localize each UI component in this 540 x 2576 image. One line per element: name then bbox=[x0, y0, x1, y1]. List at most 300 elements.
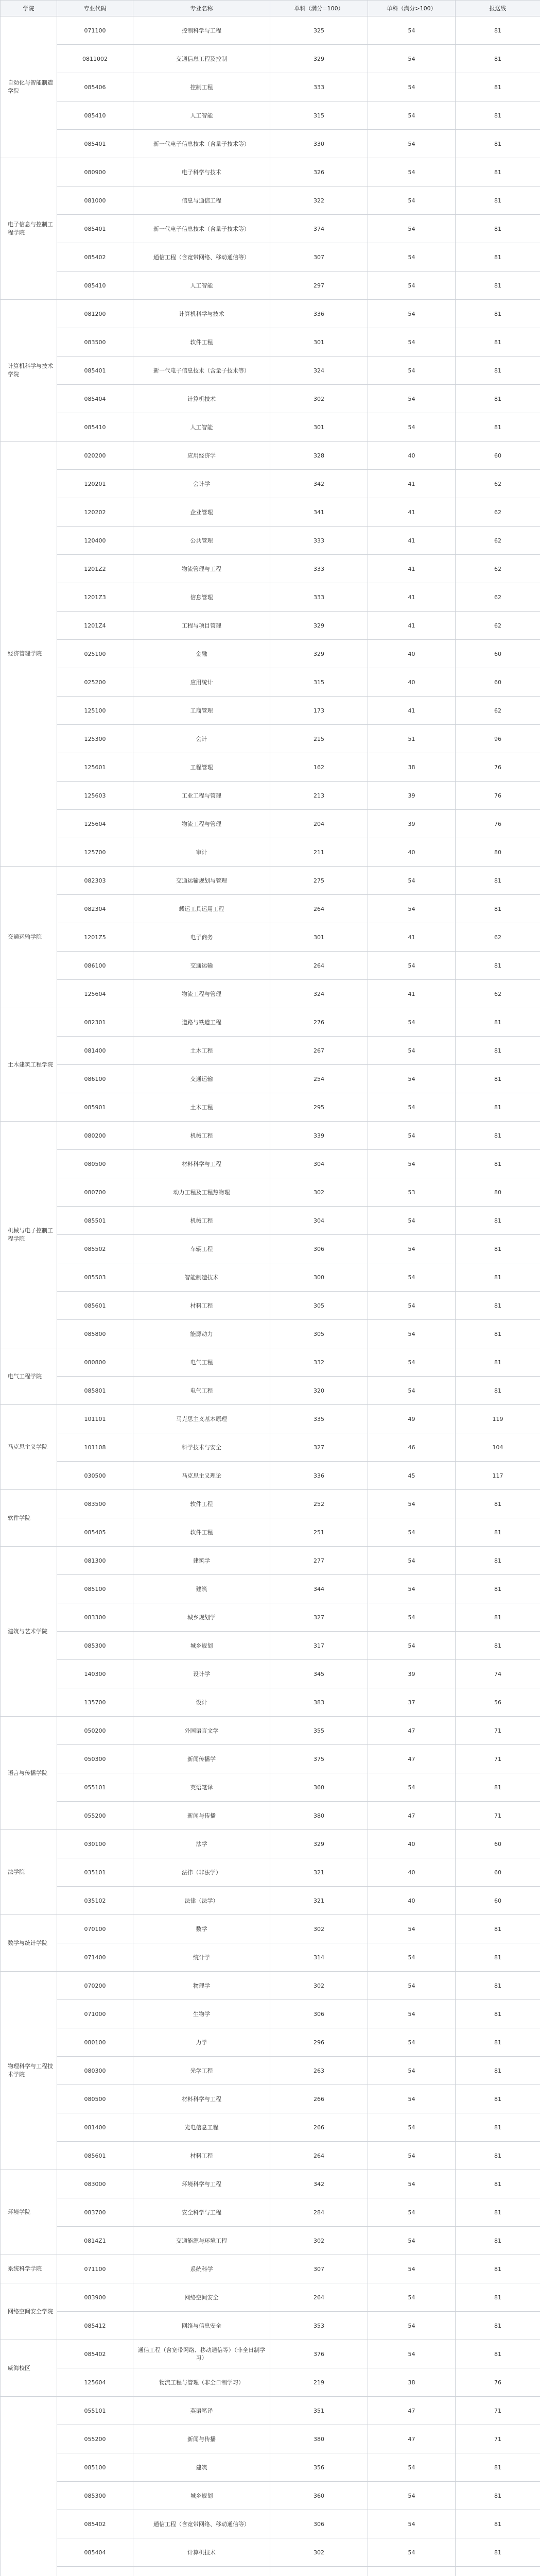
major-code: 085410 bbox=[57, 101, 133, 130]
table-row bbox=[1, 2198, 540, 2227]
major-code: 080700 bbox=[57, 1178, 133, 1207]
major-code: 055101 bbox=[57, 2397, 133, 2425]
single-score-100: 54 bbox=[368, 1263, 456, 1292]
table-row bbox=[1, 1405, 540, 1433]
total-score: 277 bbox=[270, 1547, 368, 1575]
single-score-100: 41 bbox=[368, 612, 456, 640]
table-header bbox=[1, 1, 540, 16]
total-score: 344 bbox=[270, 1575, 368, 1603]
single-score-over-100: 62 bbox=[456, 527, 540, 555]
total-score: 215 bbox=[270, 725, 368, 753]
school-name: 经济管理学院 bbox=[1, 442, 57, 867]
major-code: 086100 bbox=[57, 1065, 133, 1093]
single-score-100: 39 bbox=[368, 810, 456, 838]
single-score-over-100: 81 bbox=[456, 1292, 540, 1320]
school-name: 建筑与艺术学院 bbox=[1, 1547, 57, 1717]
total-score: 322 bbox=[270, 187, 368, 215]
table-row bbox=[1, 1320, 540, 1348]
single-score-100: 54 bbox=[368, 1008, 456, 1037]
table-row bbox=[1, 413, 540, 442]
table-row bbox=[1, 838, 540, 867]
major-name: 控制科学与工程 bbox=[133, 16, 270, 45]
major-code: 1201Z5 bbox=[57, 923, 133, 952]
major-name: 人工智能 bbox=[133, 272, 270, 300]
total-score: 321 bbox=[270, 1887, 368, 1915]
table-row bbox=[1, 1943, 540, 1972]
single-score-100: 47 bbox=[368, 2397, 456, 2425]
table-row bbox=[1, 2510, 540, 2538]
single-score-100: 54 bbox=[368, 2227, 456, 2255]
total-score: 315 bbox=[270, 668, 368, 697]
single-score-100: 53 bbox=[368, 1178, 456, 1207]
total-score: 336 bbox=[270, 1462, 368, 1490]
major-name: 建筑 bbox=[133, 1575, 270, 1603]
total-score: 333 bbox=[270, 555, 368, 583]
total-score: 333 bbox=[270, 583, 368, 612]
single-score-over-100: 81 bbox=[456, 2000, 540, 2028]
table-row bbox=[1, 2113, 540, 2142]
table-row bbox=[1, 2170, 540, 2198]
school-name: 机械与电子控制工程学院 bbox=[1, 1122, 57, 1348]
single-score-100: 54 bbox=[368, 2057, 456, 2085]
table-row bbox=[1, 1518, 540, 1547]
single-score-over-100: 62 bbox=[456, 498, 540, 527]
major-name: 工业工程与管理 bbox=[133, 782, 270, 810]
single-score-over-100: 81 bbox=[456, 2142, 540, 2170]
major-code: 035101 bbox=[57, 1858, 133, 1887]
single-score-over-100: 81 bbox=[456, 2198, 540, 2227]
total-score: 204 bbox=[270, 810, 368, 838]
single-score-100: 54 bbox=[368, 158, 456, 187]
major-code: 085402 bbox=[57, 2510, 133, 2538]
major-name: 物流工程与管理 bbox=[133, 980, 270, 1008]
total-score: 251 bbox=[270, 1518, 368, 1547]
major-name: 土木工程 bbox=[133, 1037, 270, 1065]
major-name: 城乡规划学 bbox=[133, 1603, 270, 1632]
single-score-over-100: 62 bbox=[456, 612, 540, 640]
table-row bbox=[1, 1887, 540, 1915]
table-row bbox=[1, 1008, 540, 1037]
single-score-100: 40 bbox=[368, 1887, 456, 1915]
major-code: 020200 bbox=[57, 442, 133, 470]
single-score-over-100: 71 bbox=[456, 2397, 540, 2425]
major-name: 信息管理 bbox=[133, 583, 270, 612]
single-score-100: 54 bbox=[368, 1377, 456, 1405]
total-score: 329 bbox=[270, 612, 368, 640]
single-score-over-100: 104 bbox=[456, 1433, 540, 1462]
table-row bbox=[1, 2057, 540, 2085]
single-score-100: 38 bbox=[368, 2368, 456, 2397]
major-name: 公共管理 bbox=[133, 527, 270, 555]
single-score-100: 54 bbox=[368, 1632, 456, 1660]
single-score-100: 54 bbox=[368, 272, 456, 300]
major-code: 085300 bbox=[57, 1632, 133, 1660]
major-code: 083700 bbox=[57, 2198, 133, 2227]
table-row bbox=[1, 357, 540, 385]
major-name: 会计学 bbox=[133, 470, 270, 498]
single-score-over-100: 81 bbox=[456, 45, 540, 73]
single-score-over-100: 81 bbox=[456, 2482, 540, 2510]
major-name: 设计 bbox=[133, 1688, 270, 1717]
major-name: 会计 bbox=[133, 725, 270, 753]
major-code: 085300 bbox=[57, 2482, 133, 2510]
major-code: 125700 bbox=[57, 838, 133, 867]
single-score-over-100: 81 bbox=[456, 1263, 540, 1292]
single-score-100: 54 bbox=[368, 2538, 456, 2567]
table-row bbox=[1, 980, 540, 1008]
table-row bbox=[1, 1972, 540, 2000]
single-score-100: 37 bbox=[368, 1688, 456, 1717]
single-score-over-100: 76 bbox=[456, 810, 540, 838]
total-score: 305 bbox=[270, 1292, 368, 1320]
major-name: 土木工程 bbox=[133, 1093, 270, 1122]
single-score-over-100: 71 bbox=[456, 1717, 540, 1745]
single-score-100: 54 bbox=[368, 2283, 456, 2312]
single-score-100: 54 bbox=[368, 1547, 456, 1575]
single-score-100: 54 bbox=[368, 1320, 456, 1348]
single-score-100: 54 bbox=[368, 73, 456, 101]
major-code: 085406 bbox=[57, 73, 133, 101]
single-score-over-100: 81 bbox=[456, 952, 540, 980]
total-score: 307 bbox=[270, 2255, 368, 2283]
single-score-over-100: 81 bbox=[456, 2113, 540, 2142]
school-name: 软件学院 bbox=[1, 1490, 57, 1547]
total-score: 302 bbox=[270, 2538, 368, 2567]
major-name: 交通运输 bbox=[133, 952, 270, 980]
single-score-over-100: 60 bbox=[456, 442, 540, 470]
single-score-over-100: 62 bbox=[456, 470, 540, 498]
major-name: 网络与信息安全 bbox=[133, 2312, 270, 2340]
single-score-over-100: 81 bbox=[456, 1632, 540, 1660]
single-score-100: 54 bbox=[368, 1603, 456, 1632]
single-score-over-100: 81 bbox=[456, 1773, 540, 1802]
single-score-over-100: 62 bbox=[456, 583, 540, 612]
single-score-100: 41 bbox=[368, 470, 456, 498]
total-score: 276 bbox=[270, 1008, 368, 1037]
single-score-over-100: 81 bbox=[456, 272, 540, 300]
table-row bbox=[1, 1773, 540, 1802]
table-row bbox=[1, 2340, 540, 2368]
major-name: 城乡规划 bbox=[133, 2482, 270, 2510]
table-row bbox=[1, 952, 540, 980]
major-name: 法学 bbox=[133, 1830, 270, 1858]
major-code: 070100 bbox=[57, 1915, 133, 1943]
single-score-over-100: 81 bbox=[456, 1348, 540, 1377]
major-code: 085401 bbox=[57, 357, 133, 385]
single-score-over-100: 81 bbox=[456, 16, 540, 45]
single-score-100: 54 bbox=[368, 2000, 456, 2028]
table-row bbox=[1, 2567, 540, 2576]
major-code: 120201 bbox=[57, 470, 133, 498]
table-row bbox=[1, 668, 540, 697]
total-score: 342 bbox=[270, 2170, 368, 2198]
single-score-over-100: 81 bbox=[456, 1575, 540, 1603]
single-score-100: 47 bbox=[368, 2425, 456, 2453]
major-code: 030100 bbox=[57, 1830, 133, 1858]
total-score: 325 bbox=[270, 16, 368, 45]
total-score: 305 bbox=[270, 1320, 368, 1348]
major-name: 材料工程 bbox=[133, 1292, 270, 1320]
major-name: 英语笔译 bbox=[133, 1773, 270, 1802]
major-name: 物流管理与工程 bbox=[133, 555, 270, 583]
single-score-100: 40 bbox=[368, 1830, 456, 1858]
major-name: 科学技术与安全 bbox=[133, 1433, 270, 1462]
single-score-over-100: 81 bbox=[456, 2227, 540, 2255]
table-row bbox=[1, 753, 540, 782]
major-name bbox=[133, 2567, 270, 2576]
single-score-100: 54 bbox=[368, 300, 456, 328]
single-score-over-100: 71 bbox=[456, 1802, 540, 1830]
table-row bbox=[1, 1433, 540, 1462]
single-score-100: 47 bbox=[368, 1802, 456, 1830]
single-score-over-100: 81 bbox=[456, 1150, 540, 1178]
major-code: 125100 bbox=[57, 697, 133, 725]
single-score-over-100: 60 bbox=[456, 668, 540, 697]
total-score: 297 bbox=[270, 272, 368, 300]
major-code: 083900 bbox=[57, 2283, 133, 2312]
single-score-over-100: 81 bbox=[456, 215, 540, 243]
total-score: 375 bbox=[270, 1745, 368, 1773]
single-score-over-100: 119 bbox=[456, 1405, 540, 1433]
major-name: 机械工程 bbox=[133, 1122, 270, 1150]
header-major: 专业名称 bbox=[133, 1, 270, 16]
single-score-100: 54 bbox=[368, 45, 456, 73]
table-row bbox=[1, 1207, 540, 1235]
major-name: 动力工程及工程热物理 bbox=[133, 1178, 270, 1207]
major-name: 控制工程 bbox=[133, 73, 270, 101]
single-score-over-100: 81 bbox=[456, 895, 540, 923]
single-score-over-100: 81 bbox=[456, 1972, 540, 2000]
single-score-100: 54 bbox=[368, 385, 456, 413]
single-score-over-100: 81 bbox=[456, 413, 540, 442]
single-score-100: 54 bbox=[368, 328, 456, 357]
total-score: 332 bbox=[270, 1348, 368, 1377]
major-name: 马克思主义理论 bbox=[133, 1462, 270, 1490]
single-score-100: 54 bbox=[368, 1122, 456, 1150]
table-row bbox=[1, 73, 540, 101]
major-code: 120202 bbox=[57, 498, 133, 527]
total-score: 302 bbox=[270, 1972, 368, 2000]
major-name: 电气工程 bbox=[133, 1348, 270, 1377]
major-name: 信息与通信工程 bbox=[133, 187, 270, 215]
major-code: 085503 bbox=[57, 1263, 133, 1292]
school-name: 系统科学学院 bbox=[1, 2255, 57, 2283]
single-score-100: 54 bbox=[368, 2085, 456, 2113]
table-row bbox=[1, 1292, 540, 1320]
major-code: 071100 bbox=[57, 2255, 133, 2283]
school-name: 计算机科学与技术学院 bbox=[1, 300, 57, 442]
table-row bbox=[1, 300, 540, 328]
total-score: 356 bbox=[270, 2453, 368, 2482]
single-score-100 bbox=[368, 2567, 456, 2576]
major-name: 数学 bbox=[133, 1915, 270, 1943]
table-row bbox=[1, 1603, 540, 1632]
single-score-100: 54 bbox=[368, 1575, 456, 1603]
single-score-over-100: 81 bbox=[456, 1207, 540, 1235]
school-name: 法学院 bbox=[1, 1830, 57, 1915]
single-score-over-100: 117 bbox=[456, 1462, 540, 1490]
major-name: 通信工程（含宽带网络、移动通信等） bbox=[133, 2510, 270, 2538]
table-row bbox=[1, 640, 540, 668]
single-score-100: 54 bbox=[368, 130, 456, 158]
school-name: 威海校区 bbox=[1, 2340, 57, 2397]
single-score-100: 51 bbox=[368, 725, 456, 753]
single-score-over-100: 60 bbox=[456, 640, 540, 668]
single-score-100: 54 bbox=[368, 1037, 456, 1065]
table-row bbox=[1, 1830, 540, 1858]
single-score-100: 54 bbox=[368, 1292, 456, 1320]
major-name: 物理学 bbox=[133, 1972, 270, 2000]
single-score-over-100: 81 bbox=[456, 1547, 540, 1575]
major-name: 材料科学与工程 bbox=[133, 1150, 270, 1178]
major-name: 软件工程 bbox=[133, 1490, 270, 1518]
major-code: 082304 bbox=[57, 895, 133, 923]
major-code: 082301 bbox=[57, 1008, 133, 1037]
total-score: 264 bbox=[270, 895, 368, 923]
single-score-100: 54 bbox=[368, 1490, 456, 1518]
table-row bbox=[1, 385, 540, 413]
header-total-line: 报送线 bbox=[456, 1, 540, 16]
major-code: 083000 bbox=[57, 2170, 133, 2198]
major-name: 系统科学 bbox=[133, 2255, 270, 2283]
single-score-over-100: 60 bbox=[456, 1887, 540, 1915]
single-score-100: 40 bbox=[368, 668, 456, 697]
single-score-100: 40 bbox=[368, 838, 456, 867]
single-score-over-100: 81 bbox=[456, 1093, 540, 1122]
table-row bbox=[1, 782, 540, 810]
major-name: 城乡规划 bbox=[133, 1632, 270, 1660]
major-name: 交通信息工程及控制 bbox=[133, 45, 270, 73]
single-score-100: 40 bbox=[368, 1858, 456, 1887]
table-row bbox=[1, 1490, 540, 1518]
table-row bbox=[1, 1037, 540, 1065]
total-score: 314 bbox=[270, 1943, 368, 1972]
total-score: 351 bbox=[270, 2397, 368, 2425]
major-name: 新闻传播学 bbox=[133, 1745, 270, 1773]
major-code: 030500 bbox=[57, 1462, 133, 1490]
single-score-over-100: 81 bbox=[456, 1603, 540, 1632]
single-score-over-100: 81 bbox=[456, 2538, 540, 2567]
major-name: 工程管理 bbox=[133, 753, 270, 782]
major-code: 025100 bbox=[57, 640, 133, 668]
single-score-over-100: 76 bbox=[456, 2368, 540, 2397]
school-name: 数学与统计学院 bbox=[1, 1915, 57, 1972]
single-score-over-100: 81 bbox=[456, 2170, 540, 2198]
single-score-100: 54 bbox=[368, 357, 456, 385]
major-code: 125604 bbox=[57, 980, 133, 1008]
single-score-100: 41 bbox=[368, 583, 456, 612]
total-score: 162 bbox=[270, 753, 368, 782]
single-score-100: 54 bbox=[368, 1773, 456, 1802]
single-score-100: 54 bbox=[368, 2113, 456, 2142]
major-name: 应用经济学 bbox=[133, 442, 270, 470]
major-code: 071100 bbox=[57, 16, 133, 45]
major-name: 马克思主义基本原理 bbox=[133, 1405, 270, 1433]
major-code: 025200 bbox=[57, 668, 133, 697]
total-score: 275 bbox=[270, 867, 368, 895]
major-code: 071400 bbox=[57, 1943, 133, 1972]
major-name: 建筑 bbox=[133, 2453, 270, 2482]
header-single-100: 单科（满分=100） bbox=[270, 1, 368, 16]
major-name: 材料科学与工程 bbox=[133, 2085, 270, 2113]
table-row bbox=[1, 2227, 540, 2255]
single-score-over-100: 81 bbox=[456, 2283, 540, 2312]
single-score-100: 54 bbox=[368, 1065, 456, 1093]
single-score-100: 46 bbox=[368, 1433, 456, 1462]
table-row bbox=[1, 272, 540, 300]
single-score-over-100: 62 bbox=[456, 697, 540, 725]
major-code: 135700 bbox=[57, 1688, 133, 1717]
total-score: 341 bbox=[270, 498, 368, 527]
single-score-100: 54 bbox=[368, 2198, 456, 2227]
total-score: 336 bbox=[270, 300, 368, 328]
single-score-over-100: 80 bbox=[456, 838, 540, 867]
major-code: 085601 bbox=[57, 1292, 133, 1320]
table-row bbox=[1, 867, 540, 895]
total-score: 302 bbox=[270, 1178, 368, 1207]
major-name: 载运工具运用工程 bbox=[133, 895, 270, 923]
total-score: 327 bbox=[270, 1433, 368, 1462]
school-name: 交通运输学院 bbox=[1, 867, 57, 1008]
table-row bbox=[1, 2453, 540, 2482]
table-row bbox=[1, 158, 540, 187]
major-code: 080500 bbox=[57, 1150, 133, 1178]
total-score: 302 bbox=[270, 385, 368, 413]
single-score-100: 54 bbox=[368, 187, 456, 215]
total-score: 173 bbox=[270, 697, 368, 725]
total-score: 211 bbox=[270, 838, 368, 867]
single-score-over-100: 81 bbox=[456, 1377, 540, 1405]
table-row bbox=[1, 1717, 540, 1745]
single-score-100: 54 bbox=[368, 2028, 456, 2057]
table-row bbox=[1, 130, 540, 158]
major-name: 新一代电子信息技术（含量子技术等） bbox=[133, 357, 270, 385]
single-score-100: 54 bbox=[368, 1943, 456, 1972]
major-code: 1201Z2 bbox=[57, 555, 133, 583]
major-name: 计算机技术 bbox=[133, 385, 270, 413]
total-score: 330 bbox=[270, 130, 368, 158]
major-code: 125601 bbox=[57, 753, 133, 782]
major-name: 工程与项目管理 bbox=[133, 612, 270, 640]
table-row bbox=[1, 1575, 540, 1603]
single-score-100: 54 bbox=[368, 1235, 456, 1263]
major-name: 交通运输 bbox=[133, 1065, 270, 1093]
major-code: 085800 bbox=[57, 1320, 133, 1348]
total-score: 320 bbox=[270, 1377, 368, 1405]
major-code bbox=[57, 2567, 133, 2576]
total-score: 324 bbox=[270, 980, 368, 1008]
table-row bbox=[1, 1858, 540, 1887]
table-row bbox=[1, 1915, 540, 1943]
major-code: 085410 bbox=[57, 413, 133, 442]
major-code: 085401 bbox=[57, 215, 133, 243]
major-name: 交通能源与环境工程 bbox=[133, 2227, 270, 2255]
major-code: 055200 bbox=[57, 2425, 133, 2453]
single-score-100: 41 bbox=[368, 555, 456, 583]
table-row bbox=[1, 16, 540, 45]
single-score-100: 41 bbox=[368, 980, 456, 1008]
major-code: 125604 bbox=[57, 810, 133, 838]
total-score: 326 bbox=[270, 158, 368, 187]
single-score-over-100: 81 bbox=[456, 1518, 540, 1547]
major-name: 工商管理 bbox=[133, 697, 270, 725]
major-code: 080300 bbox=[57, 2057, 133, 2085]
major-code: 050200 bbox=[57, 1717, 133, 1745]
single-score-100: 54 bbox=[368, 1207, 456, 1235]
major-code: 083300 bbox=[57, 1603, 133, 1632]
major-code: 1201Z4 bbox=[57, 612, 133, 640]
single-score-over-100: 81 bbox=[456, 243, 540, 272]
